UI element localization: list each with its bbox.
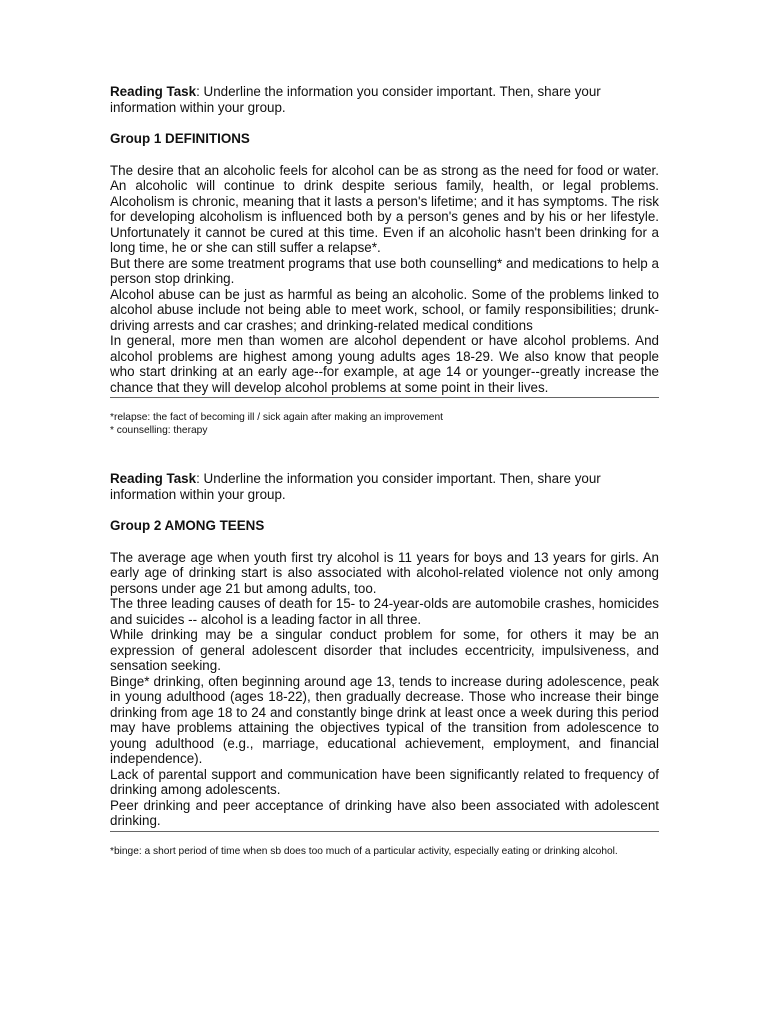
section-group-2 xyxy=(110,471,659,858)
paragraph: But there are some treatment programs that use both counselling* and medications to help a person stop drinking. xyxy=(110,255,659,286)
footnotes-group-1 xyxy=(110,412,659,437)
paragraph: Binge* drinking, often beginning around age 13, tends to increase during adolescence, peak in young adulthood (ages 18-22), then gradually decrease. Those who increase their binge drinking from age 18 to 24 and constantly binge drink at least once a week during this period may have problems attaining the objectives typical of the transition from adolescence to young adulthood (e.g., marriage, educational achievement, employment, and financial independence). xyxy=(110,673,659,766)
reading-task-instruction xyxy=(110,471,659,502)
paragraph: Alcohol abuse can be just as harmful as being an alcoholic. Some of the problems linked to alcohol abuse include not being able to meet work, school, or family responsibilities; drunk-driving arrests and car crashes; and drinking-related medical conditions xyxy=(110,286,659,333)
document-page xyxy=(110,84,659,858)
paragraph: In general, more men than women are alcohol dependent or have alcohol problems. And alcohol problems are highest among young adults ages 18-29. We also know that people who start drinking at an early age--for example, at age 14 or younger--greatly increase the chance that they will develop alcohol problems at some point in their lives. xyxy=(110,333,659,395)
paragraph: Lack of parental support and communication have been significantly related to frequency of drinking among adolescents. xyxy=(110,766,659,797)
section-group-1 xyxy=(110,84,659,437)
footnote: * counselling: therapy xyxy=(110,424,208,436)
paragraph: While drinking may be a singular conduct problem for some, for others it may be an expression of general adolescent disorder that includes eccentricity, impulsiveness, and sensation seeking. xyxy=(110,627,659,673)
paragraph: The average age when youth first try alcohol is 11 years for boys and 13 years for girls. An early age of drinking start is also associated with alcohol-related violence not only among persons under age 21 but among adults, too. xyxy=(110,549,659,596)
group-1-body xyxy=(110,163,659,396)
group-2-title: Group 2 AMONG TEENS xyxy=(110,518,265,533)
divider xyxy=(110,397,659,398)
footnotes-group-2 xyxy=(110,846,659,859)
reading-task-text: : Underline the information you consider important. Then, share your information within your group. xyxy=(110,84,601,115)
group-1-title: Group 1 DEFINITIONS xyxy=(110,131,250,146)
footnote: *relapse: the fact of becoming ill / sick again after making an improvement xyxy=(110,412,443,423)
group-2-body xyxy=(110,550,659,829)
reading-task-label: Reading Task xyxy=(110,84,197,99)
paragraph: The desire that an alcoholic feels for alcohol can be as strong as the need for food or water. An alcoholic will continue to drink despite serious family, health, or legal problems. Alcoholism is chronic, meaning that it lasts a person's lifetime; and it has symptoms. The risk for developing alcoholism is influenced both by a person's genes and by his or her lifestyle. Unfortunately it cannot be cured at this time. Even if an alcoholic hasn't been drinking for a long time, he or she can still suffer a relapse*. xyxy=(110,162,659,255)
divider xyxy=(110,831,659,832)
reading-task-instruction xyxy=(110,84,659,115)
paragraph: Peer drinking and peer acceptance of drinking have also been associated with adolescent drinking. xyxy=(110,797,659,828)
reading-task-label: Reading Task xyxy=(110,471,197,486)
reading-task-text: : Underline the information you consider important. Then, share your information within your group. xyxy=(110,471,601,502)
footnote: *binge: a short period of time when sb does too much of a particular activity, especially eating or drinking alcohol. xyxy=(110,845,618,857)
paragraph: The three leading causes of death for 15- to 24-year-olds are automobile crashes, homicides and suicides -- alcohol is a leading factor in all three. xyxy=(110,596,659,627)
